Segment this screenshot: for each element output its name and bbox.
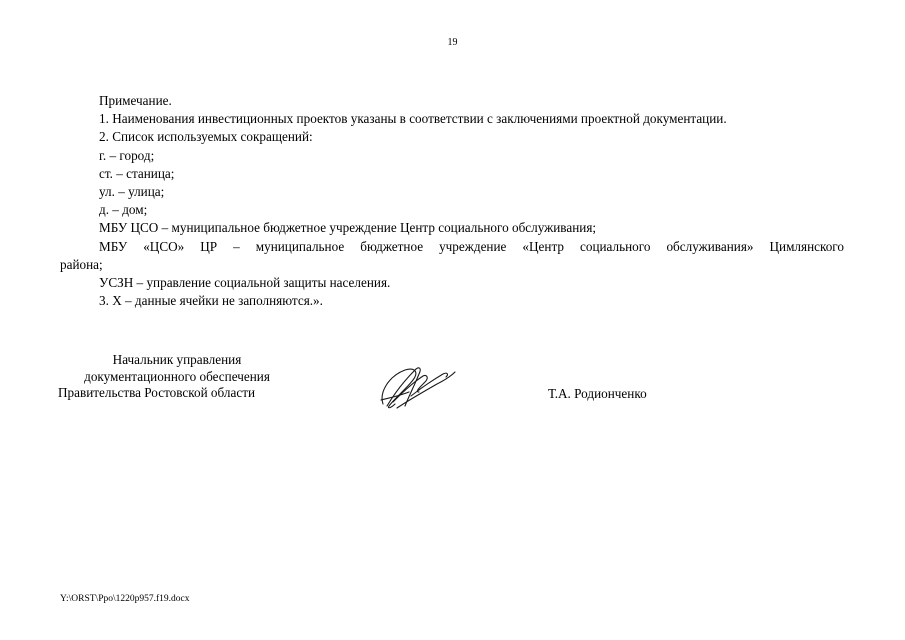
abbreviation-dom: д. – дом; [99,202,148,218]
abbreviation-mbu-cso-cr-continuation: района; [60,256,103,272]
abbreviation-uszn: УСЗН – управление социальной защиты населения. [99,275,391,291]
note-item-3: 3. Х – данные ячейки не заполняются.». [99,293,323,309]
signatory-name: Т.А. Родионченко [548,386,647,401]
file-path-footer: Y:\ORST\Ppo\1220p957.f19.docx [60,594,190,604]
abbreviation-stanitsa: ст. – станица; [99,165,175,181]
abbreviation-mbu-cso: МБУ ЦСО – муниципальное бюджетное учреждение Центр социального обслуживания; [99,220,597,236]
abbreviation-mbu-cso-cr: МБУ «ЦСО» ЦР – муниципальное бюджетное учреждение «Центр социального обслуживания» Цимлянского [99,238,844,254]
page-number: 19 [447,37,458,48]
signatory-title-line-3: Правительства Ростовской области [58,385,256,400]
abbreviation-gorod: г. – город; [99,147,155,163]
notes-heading: Примечание. [99,93,172,108]
note-item-2: 2. Список используемых сокращений: [99,129,313,145]
note-item-1: 1. Наименования инвестиционных проектов указаны в соответствии с заключениями проектной документации. [99,111,727,127]
signatory-title [58,352,296,402]
abbreviation-ulitsa: ул. – улица; [99,184,165,200]
signatory-title-line-2: документационного обеспечения [84,368,270,384]
signatory-title-line-1: Начальник управления [112,352,242,367]
handwritten-signature [375,362,460,412]
notes-section [60,92,844,310]
